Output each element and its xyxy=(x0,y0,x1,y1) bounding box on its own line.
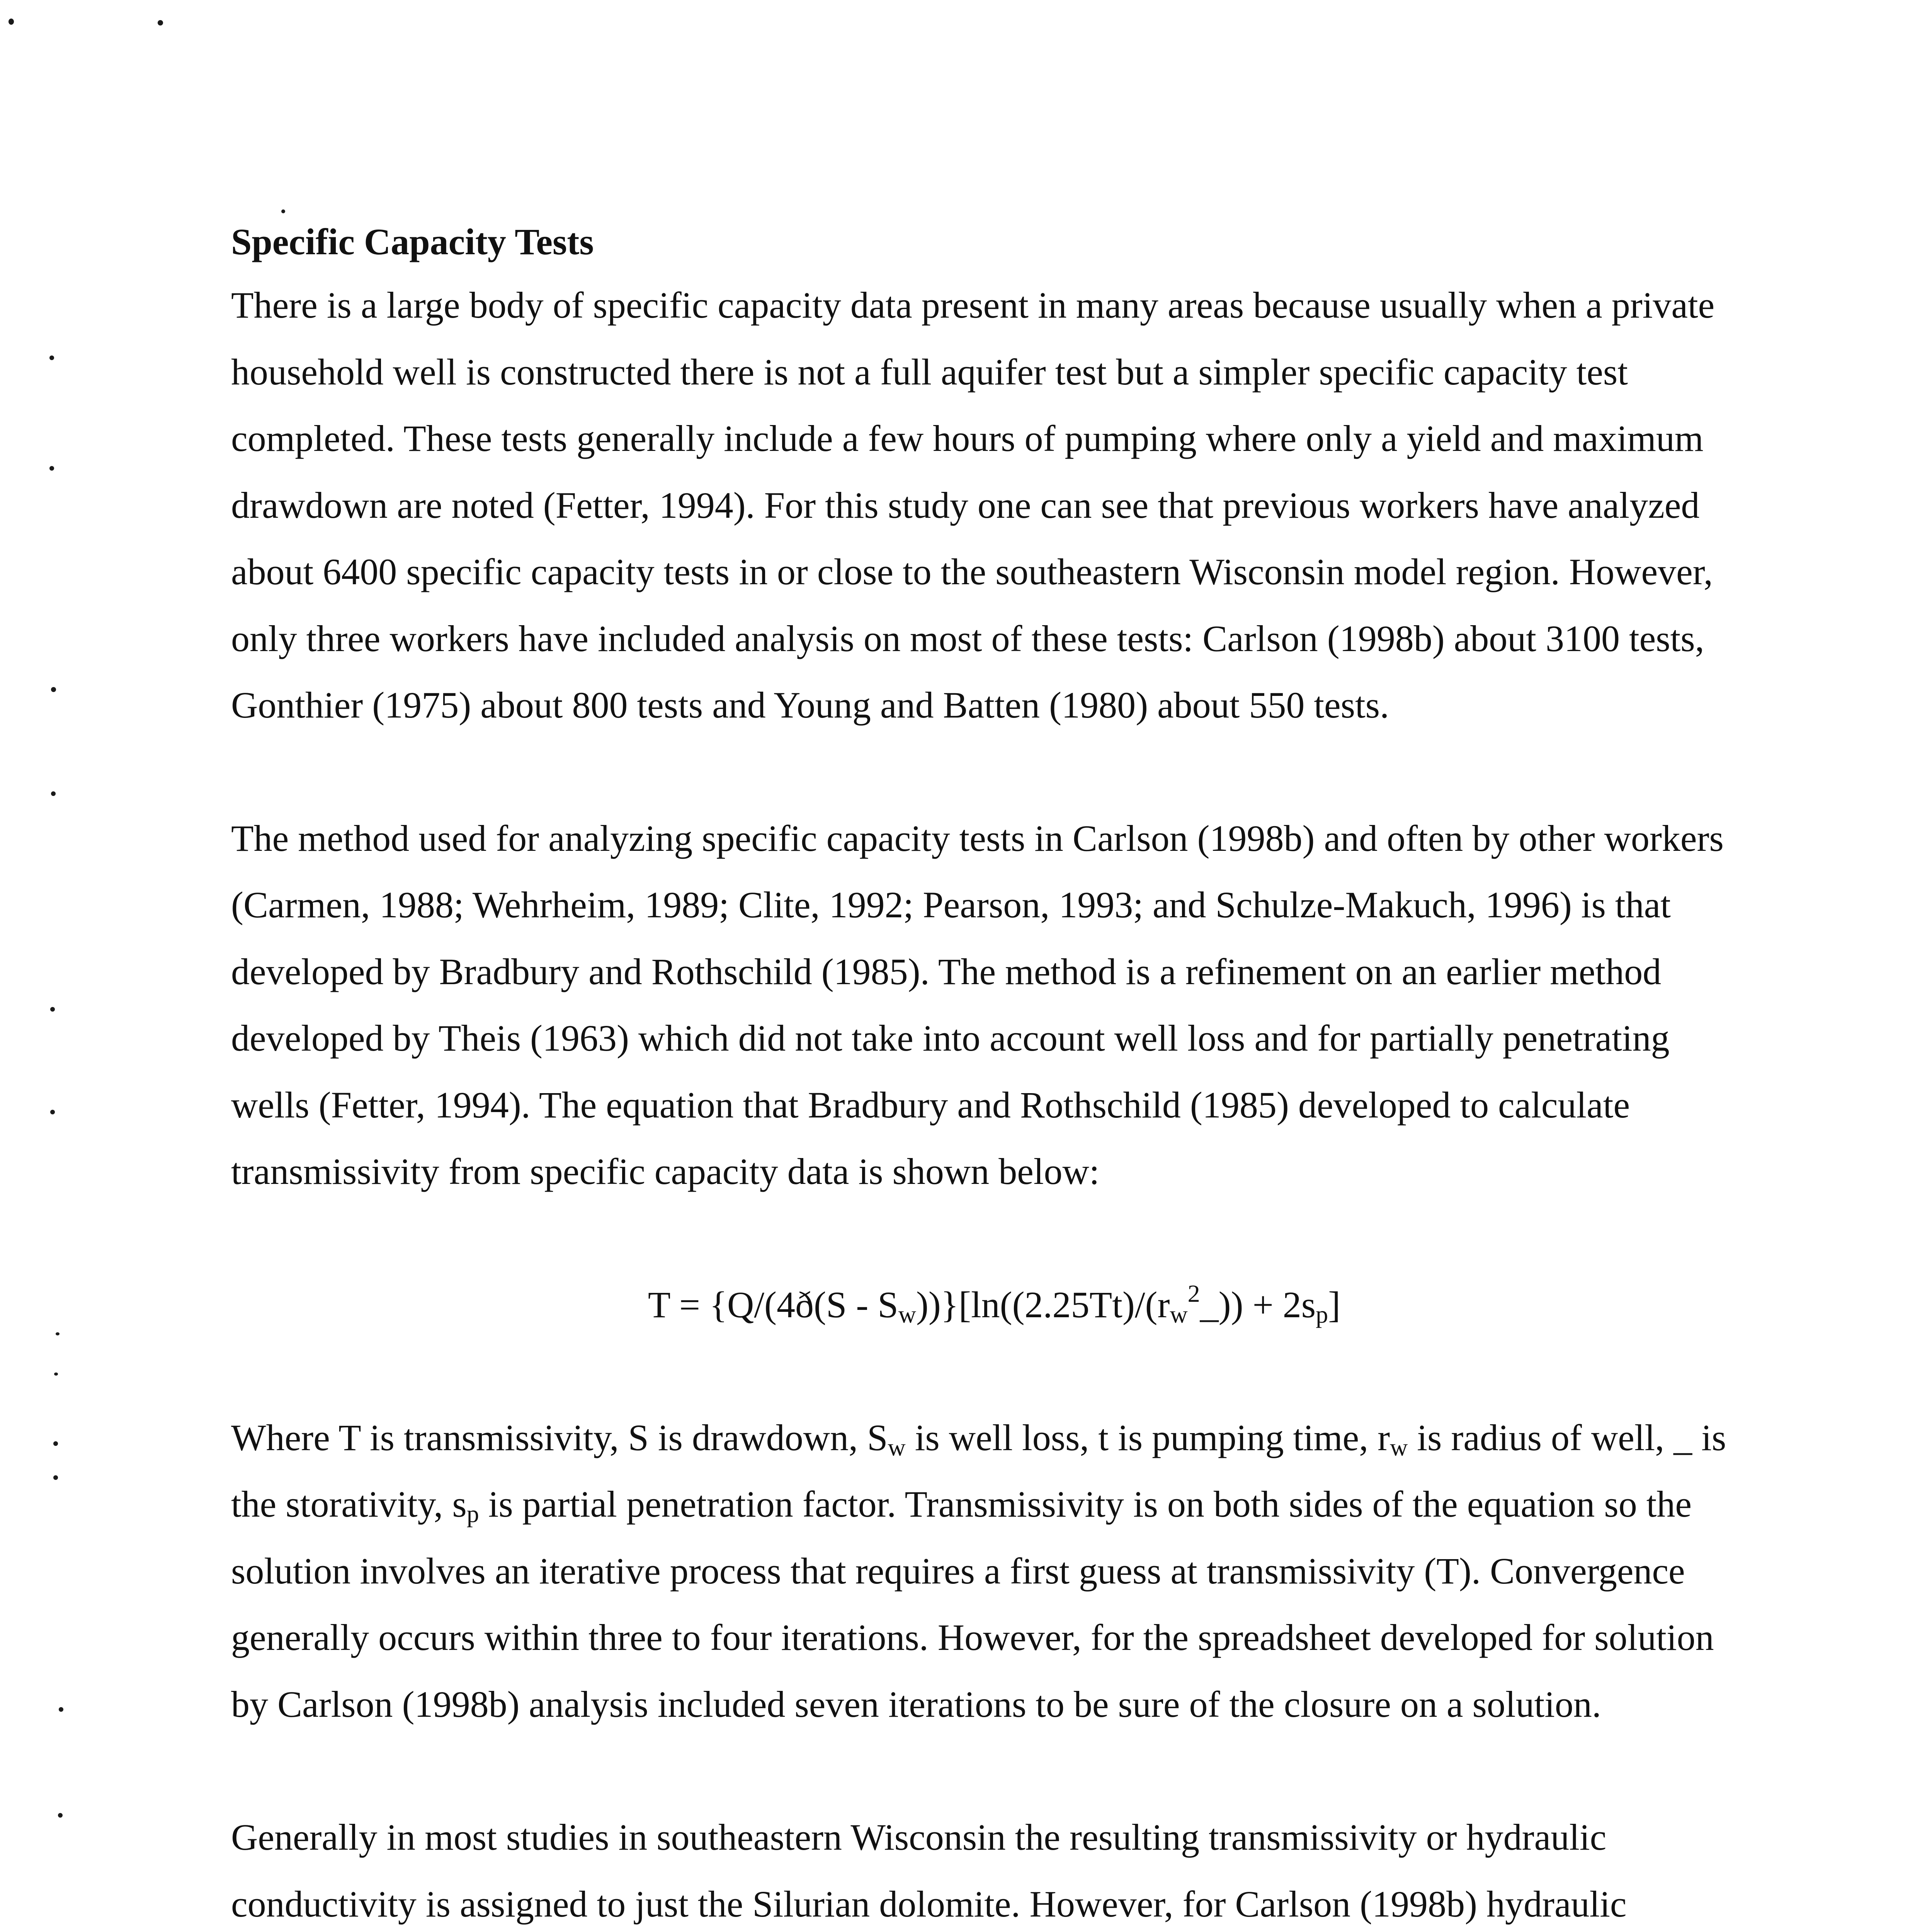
section-heading: Specific Capacity Tests xyxy=(231,221,594,262)
paragraph-where: Where T is transmissivity, S is drawdown, $S_w$ is well loss, t is pumping time, $r_w$ is radius of well, _ is the storativity, $s_p$ is partial penetration factor. Transmissivity is on both sides of the equation so the solution involves an iterative process that requires a first guess at transmissivity (T). Convergence generally occurs within three to four iterations. However, for the spreadsheet developed for solution by Carlson (1998b) analysis included seven iterations to be sure of the closure on a solution. xyxy=(231,1417,1726,1725)
scan-speck xyxy=(54,1372,58,1376)
scan-speck xyxy=(51,687,56,692)
transmissivity-equation: T = {Q/(4ð(S - $S_w))\}[\ln((2.25Tt)/(r_w^2\_)) + 2s_p]$ xyxy=(648,1279,1341,1328)
scan-speck xyxy=(58,1813,63,1818)
scan-speck xyxy=(53,1475,58,1480)
document-body xyxy=(231,212,1746,1932)
scan-speck xyxy=(53,1441,58,1446)
scan-speck xyxy=(51,791,56,796)
scan-speck xyxy=(158,20,163,26)
scan-speck xyxy=(49,466,54,471)
scan-speck xyxy=(50,1007,55,1012)
scan-speck xyxy=(56,1332,60,1335)
paragraph-method: The method used for analyzing specific capacity tests in Carlson (1998b) and often by other workers (Carmen, 1988; Wehrheim, 1989; Clite, 1992; Pearson, 1993; and Schulze-Makuch, 1996) is that developed by Bradbury and Rothschild (1985). The method is a refinement on an earlier method developed by Theis (1963) which did not take into account well loss and for partially penetrating wells (Fetter, 1994). The equation that Bradbury and Rothschild (1985) developed to calculate transmissivity from specific capacity data is shown below: xyxy=(231,817,1724,1192)
paragraph-intro: There is a large body of specific capacity data present in many areas because usually when a private household well is constructed there is not a full aquifer test but a simpler specific capacity test completed. These tests generally include a few hours of pumping where only a yield and maximum drawdown are noted (Fetter, 1994). For this study one can see that previous workers have analyzed about 6400 specific capacity tests in or close to the southeastern Wisconsin model region. However, only three workers have included analysis on most of these tests: Carlson (1998b) about 3100 tests, Gonthier (1975) about 800 tests and Young and Batten (1980) about 550 tests. xyxy=(231,284,1715,726)
paragraph-gap xyxy=(231,1738,1746,1804)
paragraph-conductivity: Generally in most studies in southeastern Wisconsin the resulting transmissivity or hydraulic conductivity is assigned to just the Silurian dolomite. However, for Carlson (1998b) hydraulic xyxy=(231,1816,1627,1925)
paragraph-gap xyxy=(231,739,1746,805)
scan-speck xyxy=(50,1110,55,1114)
scan-speck xyxy=(49,355,54,360)
scan-speck xyxy=(9,19,14,25)
scan-speck xyxy=(59,1707,63,1712)
paragraph-gap xyxy=(231,1338,1746,1405)
paragraph-gap xyxy=(231,1205,1746,1272)
